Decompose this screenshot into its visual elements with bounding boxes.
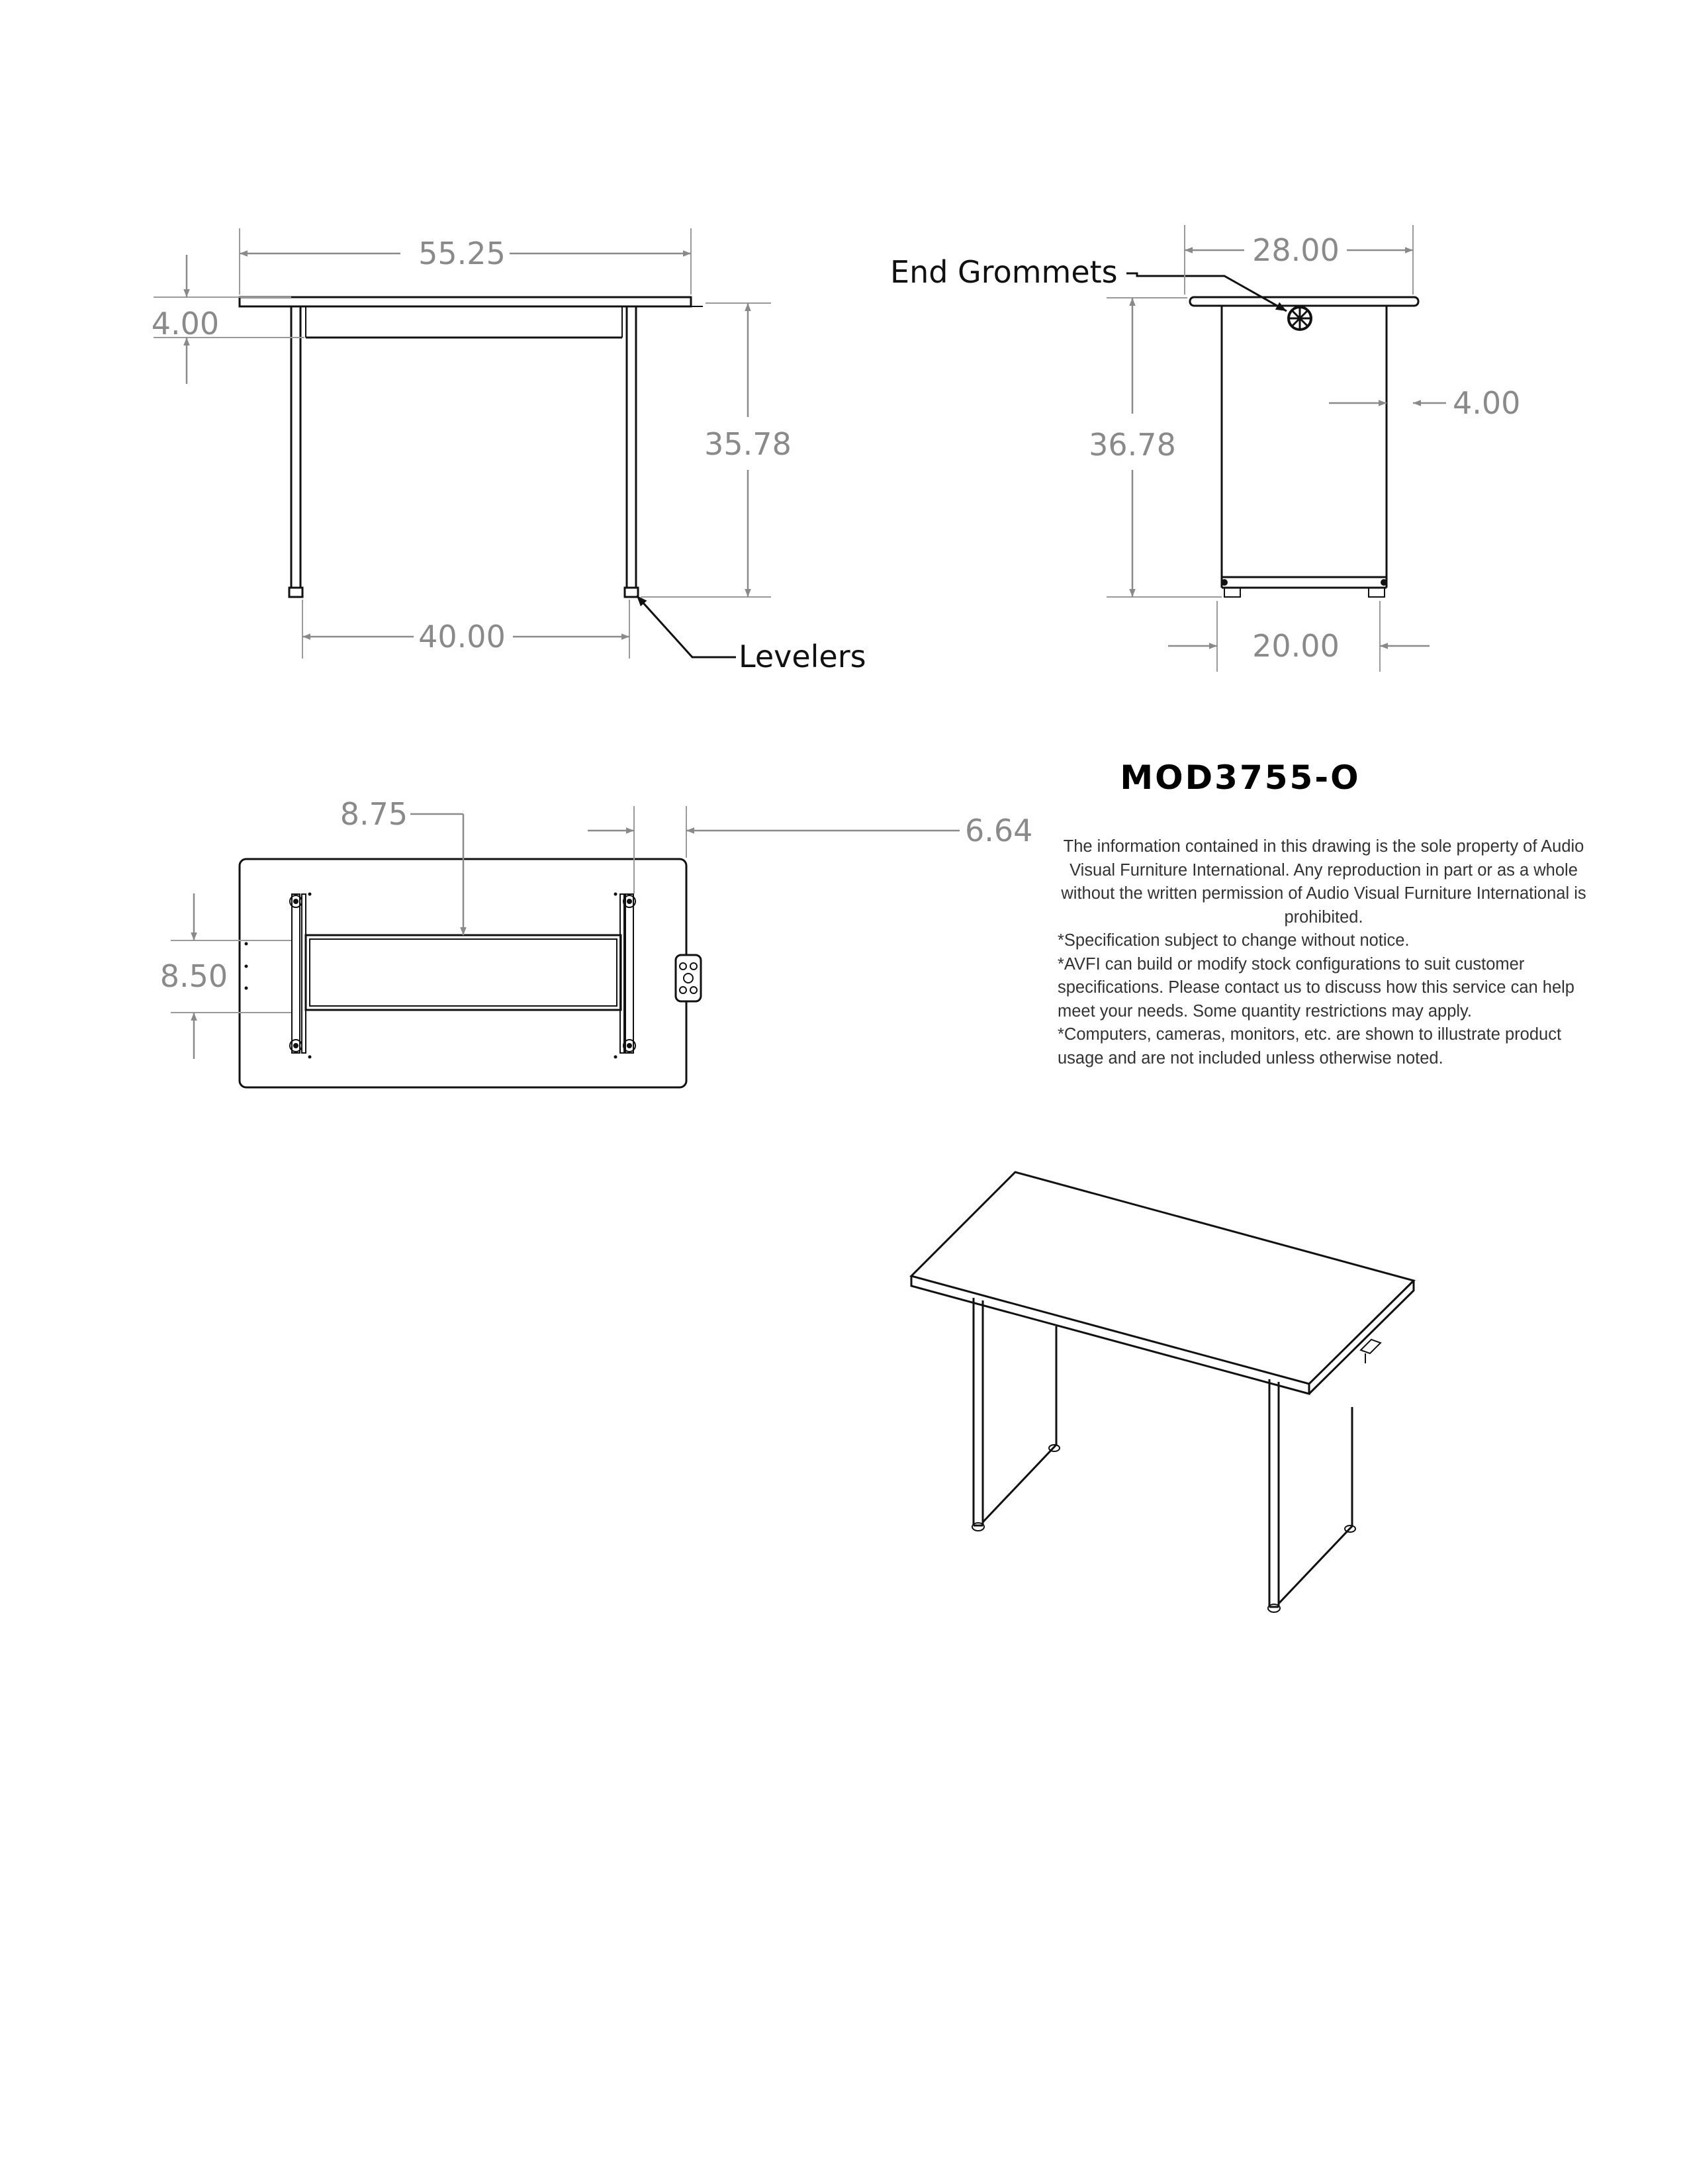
isometric-view [911,1172,1414,1612]
legal-notes [1058,835,1590,1070]
dim-grommet-offset: 6.64 [965,813,1033,848]
notes-custom-build: *AVFI can build or modify stock configurations to suit customer specifications. Please contact us to discuss how this service can help meet your needs. Some quantity restrictions may apply. [1058,954,1574,1021]
dim-overall-width: 55.25 [418,236,506,271]
dim-top-depth: 4.00 [151,306,220,341]
label-end-grommets: End Grommets [890,254,1118,290]
dim-leg-width: 20.00 [1252,628,1340,664]
front-view [152,228,866,674]
label-levelers: Levelers [739,639,866,674]
grommet-bracket-icon [676,955,701,1001]
dim-leg-spacing: 40.00 [418,619,506,655]
grommet-icon [1289,307,1311,330]
dim-stretcher-depth: 8.50 [159,958,228,994]
dim-depth: 28.00 [1252,232,1340,268]
side-view [890,225,1520,672]
model-number: MOD3755-O [1120,758,1361,797]
notes-product-usage: *Computers, cameras, monitors, etc. are shown to illustrate product usage and are not included unless otherwise noted. [1058,1025,1562,1068]
top-view [160,796,1033,1087]
dim-height-front: 35.78 [704,426,792,462]
dim-stretcher-offset: 8.75 [340,796,408,832]
dim-height-side: 36.78 [1089,427,1176,463]
notes-copyright: The information contained in this drawing is the sole property of Audio Visual Furniture International. Any reproduction in part or as a whole without the written permission of Audio Visual Furniture International is prohibited. [1061,837,1586,927]
notes-spec-change: *Specification subject to change without notice. [1058,931,1410,950]
dim-leg-inset: 4.00 [1453,385,1521,421]
